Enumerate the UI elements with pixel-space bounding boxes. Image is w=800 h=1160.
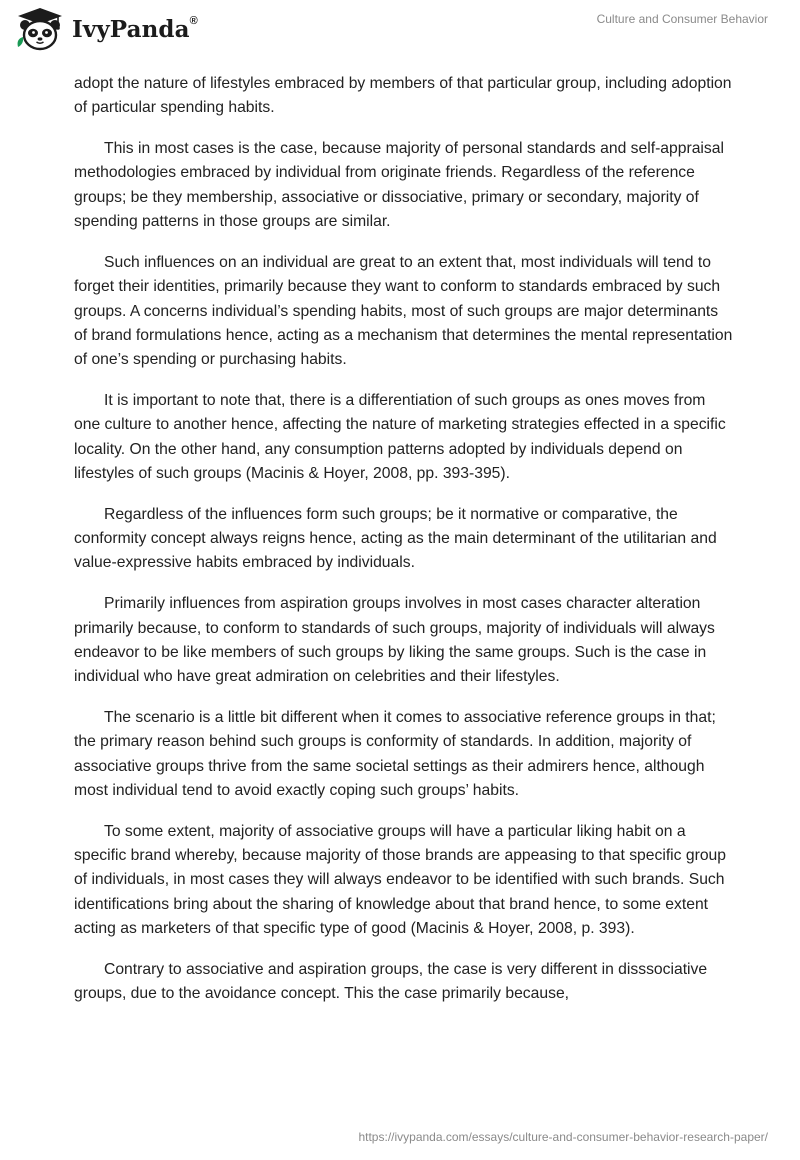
paragraph-6: Primarily influences from aspiration groups involves in most cases character alteration primarily because, to conform to standards of such groups, majority of individuals will always endeavor to be like members of such groups by liking the same groups. Such is the case in individual who have great admiration on celebrities and their lifestyles.: [74, 595, 715, 686]
page-header: [0, 0, 800, 70]
paragraph-9: Contrary to associative and aspiration groups, the case is very different in disssociative groups, due to the avoidance concept. This the case primarily because,: [74, 960, 708, 1003]
paragraph-7: The scenario is a little bit different when it comes to associative reference groups in that; the primary reason behind such groups is conformity of standards. In addition, majority of associative groups thrive from the same societal settings as their admirers hence, although most individual tend to avoid exactly coping such groups’ habits.: [74, 709, 716, 799]
ivypanda-logo[interactable]: [14, 7, 198, 51]
registered-mark: ®: [189, 14, 198, 27]
brand-name: IvyPanda®: [72, 14, 198, 43]
panda-logo-icon: [14, 7, 66, 51]
paragraph-1: adopt the nature of lifestyles embraced by members of that particular group, including adoption of particular spending habits.: [74, 75, 732, 117]
document-title: Culture and Consumer Behavior: [596, 12, 768, 26]
paragraph-8: To some extent, majority of associative groups will have a particular liking habit on a specific brand whereby, because majority of those brands are appeasing to that specific group of individuals, in most cases they will always endeavor to be identified with such brands. Such identifications bring about the sharing of knowledge about that brand hence, to some extent acting as marketers of that specific type of good (Macinis & Hoyer, 2008, p. 393).: [74, 822, 726, 938]
essay-body: [74, 72, 734, 1023]
paragraph-5: Regardless of the influences form such groups; be it normative or comparative, the conformity concept always reigns hence, acting as the main determinant of the utilitarian and value-expressive habits embraced by individuals.: [74, 505, 717, 572]
paragraph-4: It is important to note that, there is a differentiation of such groups as ones moves from one culture to another hence, affecting the nature of marketing strategies effected in a specific locality. On the other hand, any consumption patterns adopted by individuals depend on lifestyles of such groups (Macinis & Hoyer, 2008, pp. 393-395).: [74, 392, 726, 482]
paragraph-2: This in most cases is the case, because majority of personal standards and self-appraisal methodologies embraced by individual from originate friends. Regardless of the reference groups; be they membership, associative or dissociative, primary or secondary, majority of spending patterns in those groups are similar.: [74, 140, 724, 231]
footer-url[interactable]: https://ivypanda.com/essays/culture-and-consumer-behavior-research-paper/: [358, 1130, 768, 1144]
paragraph-3: Such influences on an individual are great to an extent that, most individuals will tend to forget their identities, primarily because they want to conform to standards embraced by such groups. A concerns individual’s spending habits, most of such groups are major determinants of brand formulations hence, acting as a mechanism that determines the mental representation of one’s spending or purchasing habits.: [74, 253, 733, 369]
